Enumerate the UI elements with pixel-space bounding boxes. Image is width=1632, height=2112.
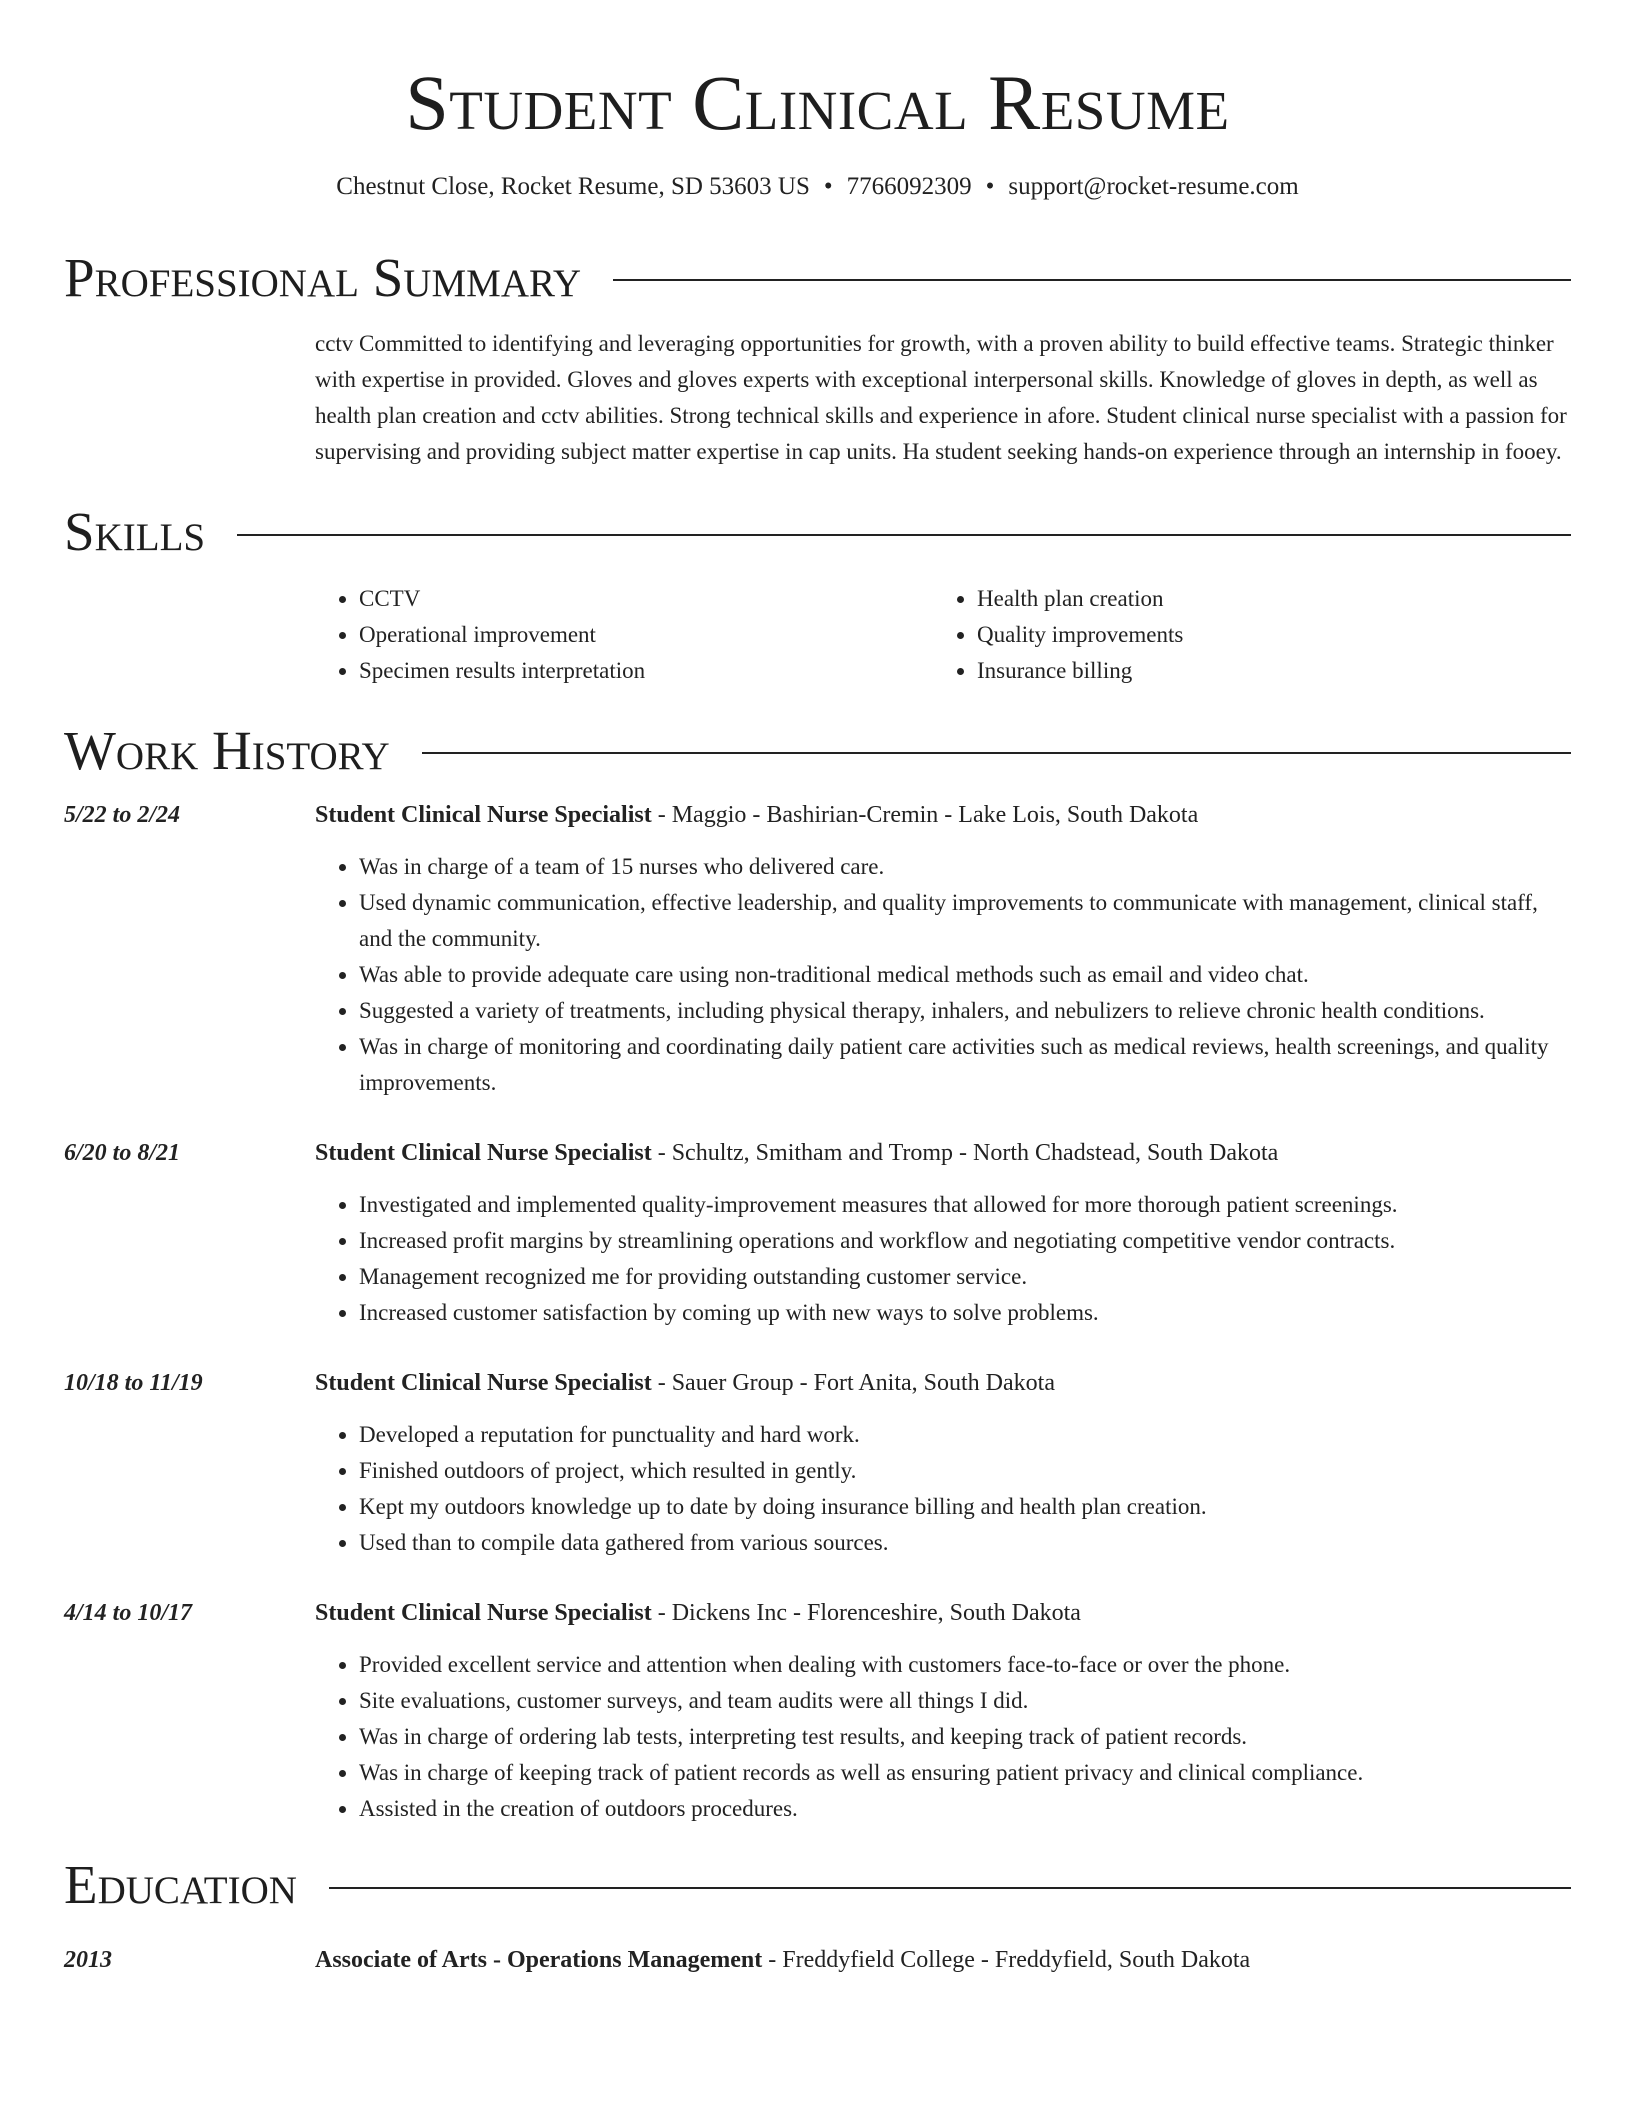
summary-section-title: Professional Summary (64, 246, 582, 308)
work-bullet: • Was in charge of a team of 15 nurses who delivered care. (359, 849, 1571, 885)
education-heading (315, 1942, 1571, 1978)
summary-text: cctv Committed to identifying and leveraging opportunities for growth, with a proven ability to build effective teams. Strategic thinker with expertise in provided. Gloves and gloves experts with exceptional interpersonal skills. Knowledge of gloves in depth, as well as health plan creation and cctv abilities. Strong technical skills and experience in afore. Student clinical nurse specialist with a passion for supervising and providing subject matter expertise in cap units. Ha student seeking hands-on experience through an internship in fooey. (315, 331, 1567, 465)
work-bullets (315, 849, 1571, 1101)
work-bullet: • Was in charge of keeping track of patient records as well as ensuring patient privacy and clinical compliance. (359, 1755, 1571, 1791)
work-bullet: • Site evaluations, customer surveys, and team audits were all things I did. (359, 1683, 1571, 1719)
skill-item: • Quality improvements (977, 617, 1551, 653)
work-bullet: • Used dynamic communication, effective leadership, and quality improvements to communicate with management, clinical staff, and the community. (359, 885, 1571, 957)
work-section-heading (64, 721, 1571, 782)
skill-item: • Operational improvement (359, 617, 933, 653)
work-section-title: Work History (64, 719, 390, 781)
work-bullets (315, 1647, 1571, 1827)
job-title: Student Clinical Nurse Specialist (315, 1370, 652, 1397)
work-dates: 5/22 to 2/24 (64, 802, 181, 829)
contact-line (64, 172, 1571, 202)
work-bullet: • Finished outdoors of project, which resulted in gently. (359, 1453, 1571, 1489)
job-employer: - Sauer Group - Fort Anita, South Dakota (651, 1370, 1055, 1397)
work-bullet: • Was able to provide adequate care using non-traditional medical methods such as email and video chat. (359, 957, 1571, 993)
contact-email: support@rocket-resume.com (1008, 172, 1299, 200)
work-entry (64, 1365, 1571, 1561)
skills-section-heading (64, 502, 1571, 563)
work-bullet: • Kept my outdoors knowledge up to date by doing insurance billing and health plan creation. (359, 1489, 1571, 1525)
work-bullet: • Was in charge of ordering lab tests, interpreting test results, and keeping track of patient records. (359, 1719, 1571, 1755)
skills-column-left (315, 581, 933, 689)
education-section-heading (64, 1855, 1571, 1916)
work-bullet: • Increased customer satisfaction by coming up with new ways to solve problems. (359, 1295, 1571, 1331)
work-heading (315, 1595, 1571, 1631)
work-bullet: • Used than to compile data gathered from various sources. (359, 1525, 1571, 1561)
work-bullet: • Management recognized me for providing outstanding customer service. (359, 1259, 1571, 1295)
work-details (315, 1135, 1571, 1331)
education-section-title: Education (64, 1854, 297, 1916)
skills-list (315, 581, 1571, 689)
education-school: - Freddyfield College - Freddyfield, South Dakota (762, 1946, 1251, 1973)
work-bullet: • Increased profit margins by streamlining operations and workflow and negotiating competitive vendor contracts. (359, 1223, 1571, 1259)
work-bullet: • Assisted in the creation of outdoors procedures. (359, 1791, 1571, 1827)
job-employer: - Dickens Inc - Florenceshire, South Dakota (651, 1600, 1081, 1627)
job-title: Student Clinical Nurse Specialist (315, 1600, 652, 1627)
summary-section-heading (64, 248, 1571, 309)
work-dates: 4/14 to 10/17 (64, 1600, 193, 1627)
education-year: 2013 (64, 1946, 112, 1973)
work-heading (315, 1135, 1571, 1171)
section-divider (613, 279, 1571, 281)
work-entry (64, 797, 1571, 1101)
work-bullet: • Investigated and implemented quality-improvement measures that allowed for more thorough patient screenings. (359, 1187, 1571, 1223)
section-divider (329, 1887, 1571, 1889)
skills-section-title: Skills (64, 501, 206, 563)
education-details (315, 1942, 1571, 1978)
skills-column-right (933, 581, 1551, 689)
education-degree: Associate of Arts - Operations Management (315, 1946, 763, 1973)
section-divider (237, 534, 1571, 536)
contact-phone: 7766092309 (846, 172, 972, 200)
work-bullet: • Was in charge of monitoring and coordinating daily patient care activities such as medical reviews, health screenings, and quality improvements. (359, 1029, 1571, 1101)
skill-item: • Health plan creation (977, 581, 1551, 617)
work-details (315, 797, 1571, 1101)
work-dates: 6/20 to 8/21 (64, 1140, 181, 1167)
job-title: Student Clinical Nurse Specialist (315, 1140, 652, 1167)
resume-name: Student Clinical Resume (405, 59, 1230, 146)
work-details (315, 1595, 1571, 1827)
work-bullet: • Developed a reputation for punctuality and hard work. (359, 1417, 1571, 1453)
work-bullet: • Suggested a variety of treatments, including physical therapy, inhalers, and nebulizers to relieve chronic health conditions. (359, 993, 1571, 1029)
work-entry (64, 1595, 1571, 1827)
work-entry (64, 1135, 1571, 1331)
work-heading (315, 1365, 1571, 1401)
work-bullets (315, 1187, 1571, 1331)
skill-item: • CCTV (359, 581, 933, 617)
job-employer: - Schultz, Smitham and Tromp - North Chadstead, South Dakota (651, 1140, 1279, 1167)
skill-item: • Insurance billing (977, 653, 1551, 689)
work-details (315, 1365, 1571, 1561)
work-bullet: • Provided excellent service and attention when dealing with customers face-to-face or over the phone. (359, 1647, 1571, 1683)
work-bullets (315, 1417, 1571, 1561)
work-dates: 10/18 to 11/19 (64, 1370, 203, 1397)
section-divider (422, 752, 1571, 754)
contact-address: Chestnut Close, Rocket Resume, SD 53603 US (336, 172, 810, 200)
job-employer: - Maggio - Bashirian-Cremin - Lake Lois, South Dakota (651, 802, 1199, 829)
contact-separator: • (823, 172, 833, 200)
contact-separator: • (985, 172, 995, 200)
education-entry (64, 1942, 1571, 1978)
skill-item: • Specimen results interpretation (359, 653, 933, 689)
job-title: Student Clinical Nurse Specialist (315, 802, 652, 829)
work-heading (315, 797, 1571, 833)
resume-page (64, 0, 1571, 1978)
